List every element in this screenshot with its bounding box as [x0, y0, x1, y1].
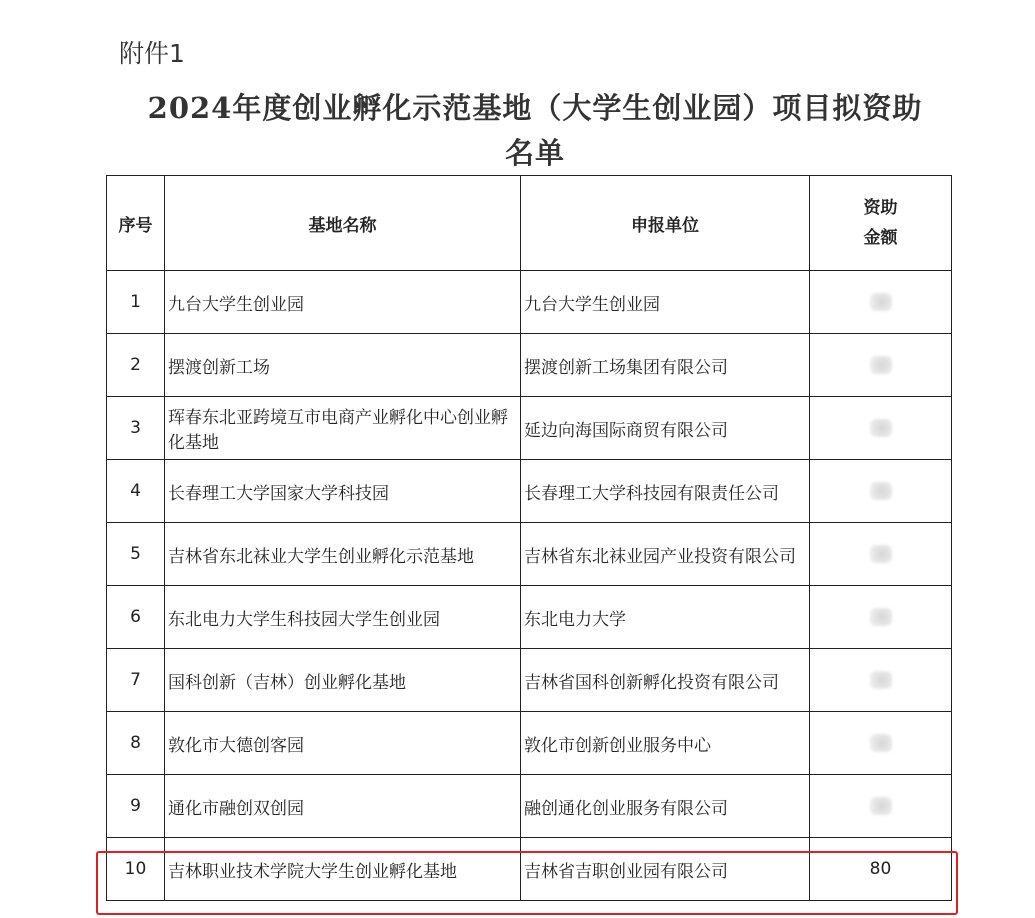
- cell-seq: 10: [107, 838, 165, 901]
- cell-seq: 3: [107, 397, 165, 460]
- cell-seq: 8: [107, 712, 165, 775]
- redacted-amount: [870, 734, 892, 752]
- cell-seq: 2: [107, 334, 165, 397]
- cell-amount: [810, 586, 952, 649]
- funding-table: [106, 175, 952, 901]
- cell-base-name: 国科创新（吉林）创业孵化基地: [165, 649, 521, 712]
- table-row: [107, 334, 952, 397]
- redacted-amount: [870, 356, 892, 374]
- cell-seq: 9: [107, 775, 165, 838]
- cell-seq: 6: [107, 586, 165, 649]
- cell-base-name: 珲春东北亚跨境互市电商产业孵化中心创业孵化基地: [165, 397, 521, 460]
- cell-unit: 长春理工大学科技园有限责任公司: [521, 460, 810, 523]
- cell-unit: 九台大学生创业园: [521, 271, 810, 334]
- table-row: [107, 397, 952, 460]
- cell-seq: 1: [107, 271, 165, 334]
- header-base-name: 基地名称: [165, 176, 521, 271]
- cell-amount: [810, 775, 952, 838]
- cell-base-name: 九台大学生创业园: [165, 271, 521, 334]
- highlight-box: [96, 851, 958, 915]
- cell-unit: 吉林省东北袜业园产业投资有限公司: [521, 523, 810, 586]
- redacted-amount: [870, 293, 892, 311]
- cell-base-name: 摆渡创新工场: [165, 334, 521, 397]
- table-row: [107, 460, 952, 523]
- cell-unit: 吉林省吉职创业园有限公司: [521, 838, 810, 901]
- cell-base-name: 吉林职业技术学院大学生创业孵化基地: [165, 838, 521, 901]
- cell-seq: 7: [107, 649, 165, 712]
- document-title: 2024年度创业孵化示范基地（大学生创业园）项目拟资助: [147, 91, 923, 125]
- cell-seq: 4: [107, 460, 165, 523]
- redacted-amount: [870, 797, 892, 815]
- redacted-amount: [870, 671, 892, 689]
- cell-base-name: 敦化市大德创客园: [165, 712, 521, 775]
- cell-amount: 80: [810, 838, 952, 901]
- attachment-label: 附件1: [119, 39, 185, 68]
- cell-amount: [810, 712, 952, 775]
- table-row: [107, 586, 952, 649]
- header-seq: 序号: [107, 176, 165, 271]
- cell-base-name: 东北电力大学生科技园大学生创业园: [165, 586, 521, 649]
- cell-unit: 东北电力大学: [521, 586, 810, 649]
- cell-base-name: 通化市融创双创园: [165, 775, 521, 838]
- cell-amount: [810, 397, 952, 460]
- cell-unit: 敦化市创新创业服务中心: [521, 712, 810, 775]
- cell-unit: 吉林省国科创新孵化投资有限公司: [521, 649, 810, 712]
- header-amount: 资助 金额: [810, 176, 952, 271]
- table-row: [107, 775, 952, 838]
- redacted-amount: [870, 545, 892, 563]
- cell-unit: 摆渡创新工场集团有限公司: [521, 334, 810, 397]
- cell-amount: [810, 460, 952, 523]
- header-unit: 申报单位: [521, 176, 810, 271]
- cell-amount: [810, 271, 952, 334]
- table-row: [107, 649, 952, 712]
- table-row: [107, 271, 952, 334]
- redacted-amount: [870, 482, 892, 500]
- cell-base-name: 长春理工大学国家大学科技园: [165, 460, 521, 523]
- table-row: [107, 712, 952, 775]
- cell-base-name: 吉林省东北袜业大学生创业孵化示范基地: [165, 523, 521, 586]
- cell-amount: [810, 649, 952, 712]
- table-header-row: [107, 176, 952, 271]
- cell-seq: 5: [107, 523, 165, 586]
- document-title-line2: 名单: [504, 136, 565, 170]
- cell-unit: 延边向海国际商贸有限公司: [521, 397, 810, 460]
- table-row: [107, 523, 952, 586]
- redacted-amount: [870, 608, 892, 626]
- redacted-amount: [870, 419, 892, 437]
- cell-unit: 融创通化创业服务有限公司: [521, 775, 810, 838]
- cell-amount: [810, 334, 952, 397]
- cell-amount: [810, 523, 952, 586]
